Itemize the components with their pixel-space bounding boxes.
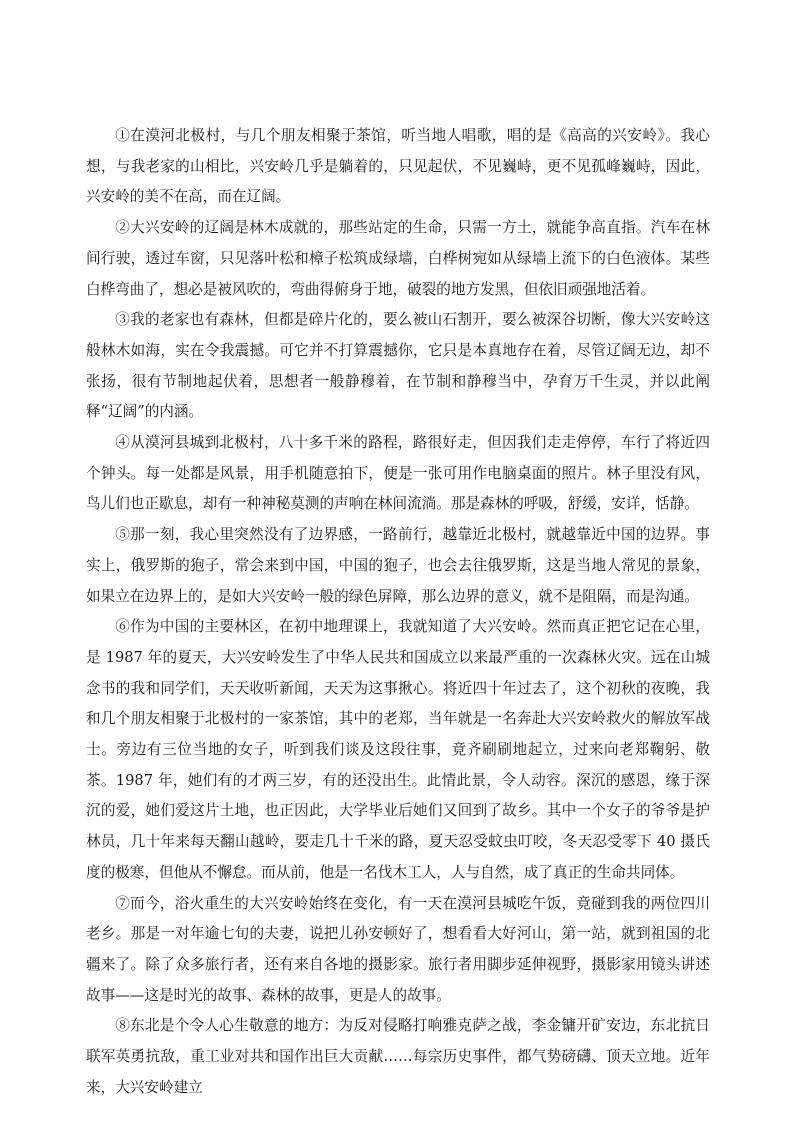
paragraph-5: ⑤那一刻，我心里突然没有了边界感，一路前行，越靠近北极村，就越靠近中国的边界。事实上，俄罗斯的狍子，常会来到中国，中国的狍子，也会去往俄罗斯，这是当地人常见的景象，如果立在边界上的，是如大兴安岭一般的绿色屏障，那么边界的意义，就不是阻隔，而是沟通。	[86, 526, 710, 605]
paragraph-2: ②大兴安岭的辽阔是林木成就的，那些站定的生命，只需一方土，就能争高直指。汽车在林间行驶，透过车窗，只见落叶松和樟子松筑成绿墙，白桦树宛如从绿墙上流下的白色液体。某些白桦弯曲了，想必是被风吹的，弯曲得俯身于地，破裂的地方发黑，但依旧顽强地活着。	[86, 219, 710, 298]
paragraph-8: ⑧东北是个令人心生敬意的地方：为反对侵略打响雅克萨之战，李金镛开矿安边，东北抗日联军英勇抗敌，重工业对共和国作出巨大贡献……每宗历史事件，都气势磅礴、顶天立地。近年来，大兴安岭建立	[86, 1017, 710, 1096]
article-body	[86, 121, 710, 1104]
paragraph-1: ①在漠河北极村，与几个朋友相聚于茶馆，听当地人唱歌，唱的是《高高的兴安岭》。我心想，与我老家的山相比，兴安岭几乎是躺着的，只见起伏，不见巍峙，更不见孤峰巍峙，因此，兴安岭的美不在高，而在辽阔。	[86, 127, 710, 206]
paragraph-6: ⑥作为中国的主要林区，在初中地理课上，我就知道了大兴安岭。然而真正把它记在心里，是 1987 年的夏天，大兴安岭发生了中华人民共和国成立以来最严重的一次森林火灾。远在山城念书的我和同学们，天天收听新闻，天天为这事揪心。将近四十年过去了，这个初秋的夜晚，我和几个朋友相聚于北极村的一家茶馆，其中的老郑，当年就是一名奔赴大兴安岭救火的解放军战士。旁边有三位当地的女子，听到我们谈及这段往事，竟齐刷刷地起立，过来向老郑鞠躬、敬茶。1987 年，她们有的才两三岁，有的还没出生。此情此景，令人动容。深沉的感恩，缘于深沉的爱，她们爱这片土地，也正因此，大学毕业后她们又回到了故乡。其中一个女子的爷爷是护林员，几十年来每天翻山越岭，要走几十千米的路，夏天忍受蚊虫叮咬，冬天忍受零下 40 摄氏度的极寒，但他从不懈怠。而从前，他是一名伐木工人，人与自然，成了真正的生命共同体。	[86, 618, 710, 881]
paragraph-7: ⑦而今，浴火重生的大兴安岭始终在变化，有一天在漠河县城吃午饭，竟碰到我的两位四川老乡。那是一对年逾七旬的夫妻，说把儿孙安顿好了，想看看大好河山，第一站，就到祖国的北疆来了。除了众多旅行者，还有来自各地的摄影家。旅行者用脚步延伸视野，摄影家用镜头讲述故事——这是时光的故事、森林的故事，更是人的故事。	[86, 894, 710, 1004]
paragraph-4: ④从漠河县城到北极村，八十多千米的路程，路很好走，但因我们走走停停，车行了将近四个钟头。每一处都是风景，用手机随意拍下，便是一张可用作电脑桌面的照片。林子里没有风，鸟儿们也正歇息，却有一种神秘莫测的声响在林间流淌。那是森林的呼吸，舒缓，安详，恬静。	[86, 434, 710, 513]
paragraph-3: ③我的老家也有森林，但都是碎片化的，要么被山石割开，要么被深谷切断，像大兴安岭这般林木如海，实在令我震撼。可它并不打算震撼你，它只是本真地存在着，尽管辽阔无边，却不张扬，很有节制地起伏着，思想者一般静穆着，在节制和静穆当中，孕育万千生灵，并以此阐释“辽阔”的内涵。	[86, 311, 710, 421]
